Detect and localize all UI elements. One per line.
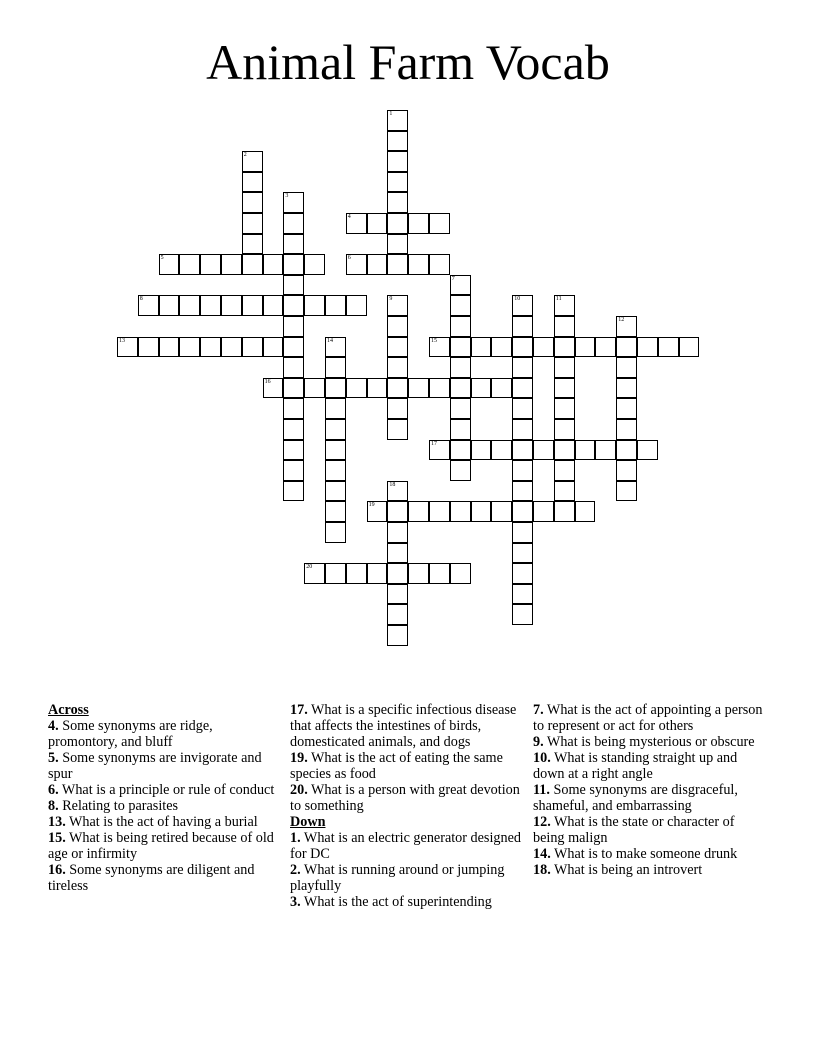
grid-cell[interactable] xyxy=(138,337,159,358)
clue-item-text: Some synonyms are invigorate and spur xyxy=(48,750,262,782)
grid-cell[interactable] xyxy=(387,604,408,625)
grid-cell[interactable] xyxy=(533,501,554,522)
grid-cell[interactable] xyxy=(408,213,429,234)
clue-number: 17 xyxy=(431,440,437,447)
grid-cell[interactable] xyxy=(512,337,533,358)
grid-cell[interactable] xyxy=(408,254,429,275)
grid-cell[interactable] xyxy=(595,337,616,358)
clue-item-number: 19. xyxy=(290,750,308,766)
grid-cell[interactable] xyxy=(283,234,304,255)
grid-cell[interactable] xyxy=(491,337,512,358)
clue-item xyxy=(533,814,769,846)
clue-number: 2 xyxy=(243,152,247,159)
grid-cell[interactable] xyxy=(512,543,533,564)
grid-cell[interactable] xyxy=(159,337,180,358)
grid-cell[interactable] xyxy=(367,254,388,275)
clue-number: 6 xyxy=(347,255,351,262)
clue-item xyxy=(533,750,769,782)
grid-cell[interactable] xyxy=(575,440,596,461)
grid-cell[interactable] xyxy=(387,254,408,275)
grid-cell[interactable] xyxy=(200,337,221,358)
grid-cell[interactable] xyxy=(450,357,471,378)
grid-cell[interactable] xyxy=(450,378,471,399)
clue-item-number: 5. xyxy=(48,750,59,766)
grid-cell[interactable] xyxy=(554,378,575,399)
grid-cell[interactable] xyxy=(387,419,408,440)
grid-cell[interactable] xyxy=(429,563,450,584)
clue-item-number: 14. xyxy=(533,846,551,862)
clue-item xyxy=(290,782,522,814)
clue-item-number: 16. xyxy=(48,862,66,878)
clue-item-text: What is the act of having a burial xyxy=(65,814,258,830)
grid-cell[interactable] xyxy=(283,254,304,275)
clue-number: 19 xyxy=(368,502,375,509)
grid-cell[interactable] xyxy=(512,604,533,625)
grid-cell[interactable] xyxy=(616,460,637,481)
grid-cell[interactable] xyxy=(450,440,471,461)
grid-cell[interactable] xyxy=(616,481,637,502)
clue-item-text: What is the act of superintending xyxy=(300,894,492,910)
grid-cell[interactable] xyxy=(325,398,346,419)
grid-cell[interactable] xyxy=(263,378,284,399)
grid-cell[interactable] xyxy=(283,378,304,399)
clue-number: 9 xyxy=(389,296,393,303)
clue-item-number: 4. xyxy=(48,718,59,734)
grid-cell[interactable] xyxy=(450,337,471,358)
grid-cell[interactable] xyxy=(512,357,533,378)
grid-cell[interactable] xyxy=(325,501,346,522)
grid-cell[interactable] xyxy=(387,213,408,234)
grid-cell[interactable] xyxy=(325,460,346,481)
grid-cell[interactable] xyxy=(367,378,388,399)
grid-cell[interactable] xyxy=(387,481,408,502)
clue-item-text: What is a specific infectious disease that affects the intestines of birds, domesticated animals, and dogs xyxy=(290,702,517,750)
clue-item xyxy=(48,782,276,798)
grid-cell[interactable] xyxy=(387,501,408,522)
clue-column-3 xyxy=(533,702,769,878)
clue-number: 12 xyxy=(618,317,625,323)
grid-cell[interactable] xyxy=(616,419,637,440)
grid-cell[interactable] xyxy=(283,460,304,481)
grid-cell[interactable] xyxy=(117,337,138,358)
grid-cell[interactable] xyxy=(325,378,346,399)
clue-item-text: What is a person with great devotion to something xyxy=(290,782,520,814)
clue-item xyxy=(290,862,522,894)
grid-cell[interactable] xyxy=(429,440,450,461)
grid-cell[interactable] xyxy=(450,419,471,440)
grid-cell[interactable] xyxy=(242,295,263,316)
clue-item-number: 18. xyxy=(533,862,551,878)
grid-cell[interactable] xyxy=(325,481,346,502)
grid-cell[interactable] xyxy=(387,295,408,316)
grid-cell[interactable] xyxy=(408,501,429,522)
grid-cell[interactable] xyxy=(554,419,575,440)
clue-item xyxy=(290,750,522,782)
clue-item-number: 15. xyxy=(48,830,66,846)
down-heading: Down xyxy=(290,814,326,830)
clue-item-number: 6. xyxy=(48,782,59,798)
grid-cell[interactable] xyxy=(283,357,304,378)
clue-item-number: 2. xyxy=(290,862,301,878)
clue-item-number: 10. xyxy=(533,750,551,766)
clue-item-number: 9. xyxy=(533,734,544,750)
grid-cell[interactable] xyxy=(325,357,346,378)
grid-cell[interactable] xyxy=(575,501,596,522)
grid-cell[interactable] xyxy=(595,440,616,461)
grid-cell[interactable] xyxy=(387,337,408,358)
grid-cell[interactable] xyxy=(387,316,408,337)
grid-cell[interactable] xyxy=(471,378,492,399)
grid-cell[interactable] xyxy=(387,398,408,419)
grid-cell[interactable] xyxy=(512,584,533,605)
page-title: Animal Farm Vocab xyxy=(206,34,610,90)
clue-item xyxy=(48,862,276,894)
grid-cell[interactable] xyxy=(491,501,512,522)
grid-cell[interactable] xyxy=(616,398,637,419)
grid-cell[interactable] xyxy=(512,316,533,337)
grid-cell[interactable] xyxy=(387,151,408,172)
grid-cell[interactable] xyxy=(387,234,408,255)
clue-item-text: What is to make someone drunk xyxy=(550,846,738,862)
grid-cell[interactable] xyxy=(658,337,679,358)
grid-cell[interactable] xyxy=(450,460,471,481)
across-clues-a xyxy=(48,718,276,894)
grid-cell[interactable] xyxy=(387,192,408,213)
clue-item-text: What is being mysterious or obscure xyxy=(543,734,755,750)
grid-cell[interactable] xyxy=(471,337,492,358)
grid-cell[interactable] xyxy=(429,337,450,358)
grid-cell[interactable] xyxy=(408,378,429,399)
grid-cell[interactable] xyxy=(387,357,408,378)
grid-cell[interactable] xyxy=(283,398,304,419)
grid-cell[interactable] xyxy=(512,295,533,316)
clue-item-text: What is standing straight up and down at a right angle xyxy=(533,750,738,782)
clue-number: 14 xyxy=(327,337,333,344)
clue-number: 16 xyxy=(264,378,271,385)
grid-cell[interactable] xyxy=(450,501,471,522)
grid-cell[interactable] xyxy=(242,337,263,358)
grid-cell[interactable] xyxy=(637,440,658,461)
grid-cell[interactable] xyxy=(242,234,263,255)
grid-cell[interactable] xyxy=(304,378,325,399)
clue-item-number: 13. xyxy=(48,814,66,830)
grid-cell[interactable] xyxy=(429,378,450,399)
grid-cell[interactable] xyxy=(512,378,533,399)
grid-cell[interactable] xyxy=(616,337,637,358)
grid-cell[interactable] xyxy=(471,440,492,461)
clue-item-number: 7. xyxy=(533,702,544,718)
grid-cell[interactable] xyxy=(616,440,637,461)
grid-cell[interactable] xyxy=(387,625,408,646)
clue-item xyxy=(48,798,276,814)
clue-item-text: What is running around or jumping playfully xyxy=(290,862,505,894)
grid-cell[interactable] xyxy=(325,563,346,584)
grid-cell[interactable] xyxy=(325,337,346,358)
grid-cell[interactable] xyxy=(387,110,408,131)
clue-item-text: Some synonyms are diligent and tireless xyxy=(48,862,255,894)
grid-cell[interactable] xyxy=(367,501,388,522)
grid-cell[interactable] xyxy=(159,295,180,316)
grid-cell[interactable] xyxy=(637,337,658,358)
grid-cell[interactable] xyxy=(512,501,533,522)
grid-cell[interactable] xyxy=(283,192,304,213)
clue-item xyxy=(48,718,276,750)
clue-item xyxy=(48,750,276,782)
clue-item-number: 12. xyxy=(533,814,551,830)
grid-cell[interactable] xyxy=(221,254,242,275)
clue-number: 5 xyxy=(160,255,164,262)
clue-item-text: What is a principle or rule of conduct xyxy=(58,782,275,798)
grid-cell[interactable] xyxy=(304,563,325,584)
grid-cell[interactable] xyxy=(616,357,637,378)
clue-number: 11 xyxy=(555,296,562,303)
grid-cell[interactable] xyxy=(387,563,408,584)
clue-item-number: 17. xyxy=(290,702,308,718)
grid-cell[interactable] xyxy=(554,481,575,502)
grid-cell[interactable] xyxy=(554,337,575,358)
grid-cell[interactable] xyxy=(200,295,221,316)
grid-cell[interactable] xyxy=(450,275,471,296)
grid-cell[interactable] xyxy=(346,563,367,584)
grid-cell[interactable] xyxy=(325,295,346,316)
grid-cell[interactable] xyxy=(242,254,263,275)
grid-cell[interactable] xyxy=(283,481,304,502)
grid-cell[interactable] xyxy=(450,295,471,316)
clue-item xyxy=(533,734,769,750)
clue-item-number: 3. xyxy=(290,894,301,910)
grid-cell[interactable] xyxy=(263,295,284,316)
clue-item-text: Relating to parasites xyxy=(58,798,179,814)
grid-cell[interactable] xyxy=(200,254,221,275)
grid-cell[interactable] xyxy=(346,213,367,234)
grid-cell[interactable] xyxy=(512,440,533,461)
grid-cell[interactable] xyxy=(554,295,575,316)
clue-item-number: 11. xyxy=(533,782,550,798)
clue-item xyxy=(533,862,769,878)
grid-cell[interactable] xyxy=(221,295,242,316)
grid-cell[interactable] xyxy=(304,254,325,275)
clue-item xyxy=(290,894,522,910)
clue-number: 8 xyxy=(139,296,143,303)
grid-cell[interactable] xyxy=(283,213,304,234)
grid-cell[interactable] xyxy=(512,460,533,481)
grid-cell[interactable] xyxy=(554,357,575,378)
clue-item xyxy=(533,846,769,862)
grid-cell[interactable] xyxy=(346,254,367,275)
clue-item xyxy=(533,782,769,814)
grid-cell[interactable] xyxy=(408,563,429,584)
grid-cell[interactable] xyxy=(179,337,200,358)
grid-cell[interactable] xyxy=(263,254,284,275)
grid-cell[interactable] xyxy=(387,131,408,152)
grid-cell[interactable] xyxy=(283,337,304,358)
grid-cell[interactable] xyxy=(512,563,533,584)
clue-item xyxy=(290,830,522,862)
across-heading: Across xyxy=(48,702,89,718)
clue-number: 3 xyxy=(285,193,289,200)
grid-cell[interactable] xyxy=(429,254,450,275)
grid-cell[interactable] xyxy=(138,295,159,316)
grid-cell[interactable] xyxy=(471,501,492,522)
grid-cell[interactable] xyxy=(304,295,325,316)
clue-number: 13 xyxy=(119,337,125,344)
clue-item-text: What is the act of appointing a person to represent or act for others xyxy=(533,702,763,734)
clue-item-text: What is the state or character of being malign xyxy=(533,814,735,846)
grid-cell[interactable] xyxy=(325,440,346,461)
grid-cell[interactable] xyxy=(159,254,180,275)
grid-cell[interactable] xyxy=(554,316,575,337)
clue-item xyxy=(533,702,769,734)
across-clues-b xyxy=(290,702,522,814)
grid-cell[interactable] xyxy=(346,378,367,399)
grid-cell[interactable] xyxy=(554,501,575,522)
clue-item-text: What is being an introvert xyxy=(550,862,703,878)
clue-column-1 xyxy=(48,702,276,894)
grid-cell[interactable] xyxy=(283,316,304,337)
clue-item-text: What is the act of eating the same species as food xyxy=(290,750,503,782)
grid-cell[interactable] xyxy=(616,316,637,337)
clue-item xyxy=(48,814,276,830)
clue-item-text: What is an electric generator designed for DC xyxy=(290,830,521,862)
grid-cell[interactable] xyxy=(512,419,533,440)
clue-item-text: Some synonyms are ridge, promontory, and bluff xyxy=(48,718,213,750)
grid-cell[interactable] xyxy=(283,295,304,316)
grid-cell[interactable] xyxy=(387,584,408,605)
grid-cell[interactable] xyxy=(491,378,512,399)
grid-cell[interactable] xyxy=(679,337,700,358)
grid-cell[interactable] xyxy=(242,172,263,193)
clue-number: 20 xyxy=(306,564,313,571)
grid-cell[interactable] xyxy=(283,419,304,440)
grid-cell[interactable] xyxy=(512,398,533,419)
grid-cell[interactable] xyxy=(325,522,346,543)
grid-cell[interactable] xyxy=(387,522,408,543)
grid-cell[interactable] xyxy=(242,192,263,213)
grid-cell[interactable] xyxy=(283,440,304,461)
grid-cell[interactable] xyxy=(450,398,471,419)
clue-number: 4 xyxy=(347,214,351,220)
grid-cell[interactable] xyxy=(179,254,200,275)
clue-item-number: 20. xyxy=(290,782,308,798)
grid-cell[interactable] xyxy=(179,295,200,316)
clue-column-2 xyxy=(290,702,522,910)
grid-cell[interactable] xyxy=(491,440,512,461)
grid-cell[interactable] xyxy=(512,481,533,502)
grid-cell[interactable] xyxy=(387,172,408,193)
grid-cell[interactable] xyxy=(263,337,284,358)
grid-cell[interactable] xyxy=(554,460,575,481)
clue-number: 18 xyxy=(389,481,396,488)
clue-item-number: 8. xyxy=(48,798,59,814)
clue-item-text: Some synonyms are disgraceful, shameful, and embarrassing xyxy=(533,782,738,814)
clue-item-text: What is being retired because of old age or infirmity xyxy=(48,830,274,862)
clue-number: 10 xyxy=(514,296,521,303)
grid-cell[interactable] xyxy=(221,337,242,358)
grid-cell[interactable] xyxy=(367,563,388,584)
grid-cell[interactable] xyxy=(242,213,263,234)
grid-cell[interactable] xyxy=(325,419,346,440)
clue-number: 1 xyxy=(389,111,393,117)
grid-cell[interactable] xyxy=(575,337,596,358)
grid-cell[interactable] xyxy=(554,398,575,419)
grid-cell[interactable] xyxy=(387,543,408,564)
grid-cell[interactable] xyxy=(533,337,554,358)
grid-cell[interactable] xyxy=(450,563,471,584)
grid-cell[interactable] xyxy=(367,213,388,234)
grid-cell[interactable] xyxy=(533,440,554,461)
clue-number: 15 xyxy=(431,337,437,344)
grid-cell[interactable] xyxy=(429,501,450,522)
grid-cell[interactable] xyxy=(429,213,450,234)
down-clues-a xyxy=(290,830,522,910)
grid-cell[interactable] xyxy=(242,151,263,172)
clue-item xyxy=(48,830,276,862)
grid-cell[interactable] xyxy=(283,275,304,296)
clue-item xyxy=(290,702,522,750)
grid-cell[interactable] xyxy=(512,522,533,543)
clue-number: 7 xyxy=(451,275,455,282)
grid-cell[interactable] xyxy=(554,440,575,461)
grid-cell[interactable] xyxy=(616,378,637,399)
down-clues-b xyxy=(533,702,769,878)
grid-cell[interactable] xyxy=(387,378,408,399)
grid-cell[interactable] xyxy=(450,316,471,337)
clue-item-number: 1. xyxy=(290,830,301,846)
grid-cell[interactable] xyxy=(346,295,367,316)
